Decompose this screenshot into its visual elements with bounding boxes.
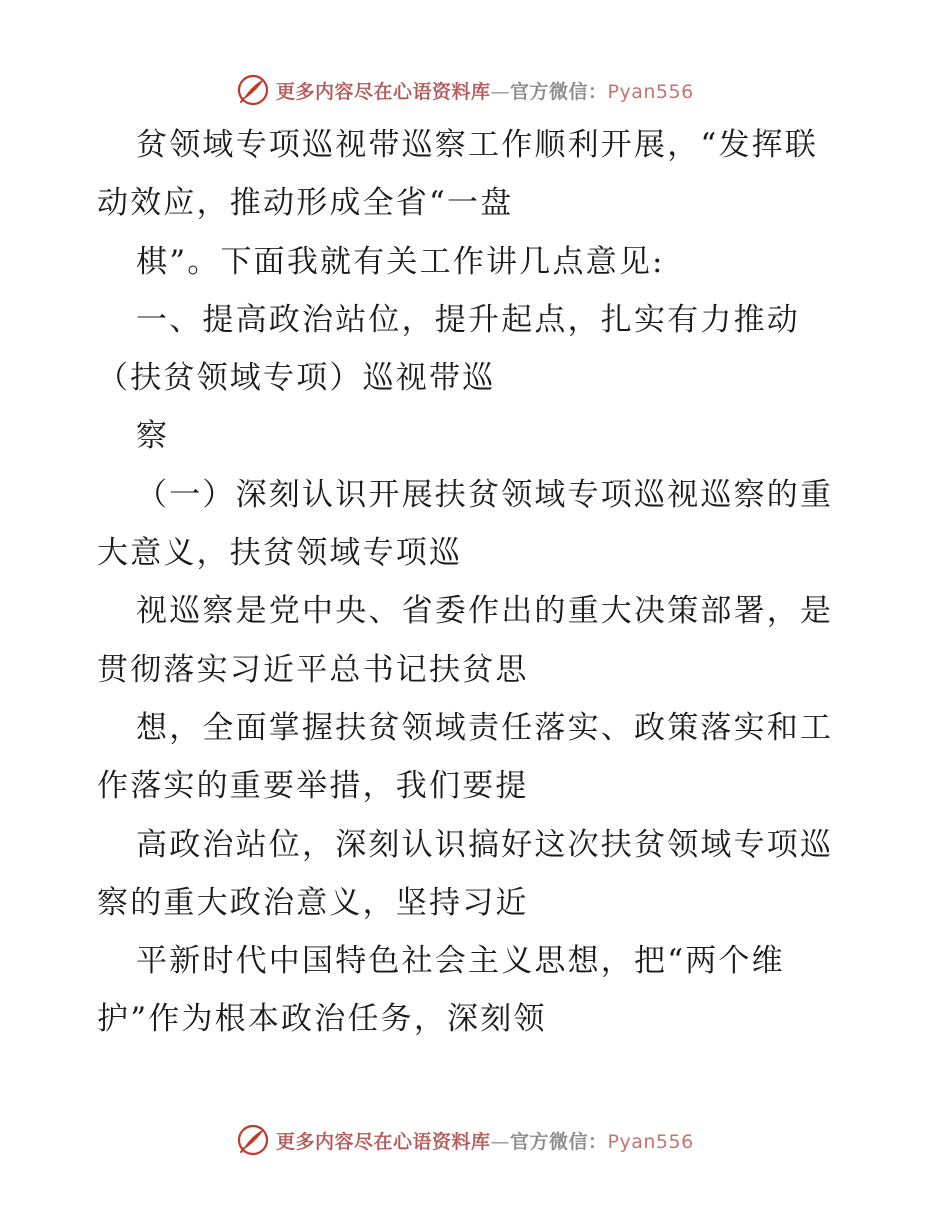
banner-separator: — <box>490 80 511 103</box>
banner-account: Pyan556 <box>607 1130 694 1153</box>
banner-account: Pyan556 <box>607 80 694 103</box>
banner-wechat-label: 官方微信： <box>510 80 608 103</box>
text-line: 护”作为根本政治任务，深刻领 <box>97 1001 547 1038</box>
quill-logo-icon <box>236 1123 270 1157</box>
header-watermark-banner <box>236 70 716 110</box>
text-line: （一）深刻认识开展扶贫领域专项巡视巡察的重 <box>136 476 834 513</box>
document-body <box>97 116 857 1049</box>
text-line: （扶贫领域专项）巡视带巡 <box>97 360 496 397</box>
banner-site-text: 更多内容尽在心语资料库 <box>276 80 491 103</box>
text-line: 动效应，推动形成全省“一盘 <box>97 185 514 222</box>
banner-site-text: 更多内容尽在心语资料库 <box>276 1130 491 1153</box>
text-line: 平新时代中国特色社会主义思想，把“两个维 <box>136 943 785 980</box>
text-line: 贯彻落实习近平总书记扶贫思 <box>97 651 529 688</box>
text-line: 大意义，扶贫领域专项巡 <box>97 535 463 572</box>
banner-wechat-label: 官方微信： <box>510 1130 608 1153</box>
text-line: 高政治站位，深刻认识搞好这次扶贫领域专项巡 <box>136 826 834 863</box>
text-line: 作落实的重要举措，我们要提 <box>97 768 529 805</box>
text-line: 一、提高政治站位，提升起点，扎实有力推动 <box>136 301 800 338</box>
quill-logo-icon <box>236 73 270 107</box>
footer-watermark-banner <box>236 1120 716 1160</box>
text-line: 棋”。下面我就有关工作讲几点意见: <box>136 243 665 280</box>
text-line: 察 <box>136 418 170 455</box>
text-line: 视巡察是党中央、省委作出的重大决策部署，是 <box>136 593 834 630</box>
text-line: 察的重大政治意义，坚持习近 <box>97 884 529 921</box>
text-line: 想，全面掌握扶贫领域责任落实、政策落实和工 <box>136 709 834 746</box>
banner-text <box>276 77 694 104</box>
banner-separator: — <box>490 1130 511 1153</box>
text-line: 贫领域专项巡视带巡察工作顺利开展，“发挥联 <box>136 127 819 163</box>
banner-text <box>276 1127 694 1154</box>
